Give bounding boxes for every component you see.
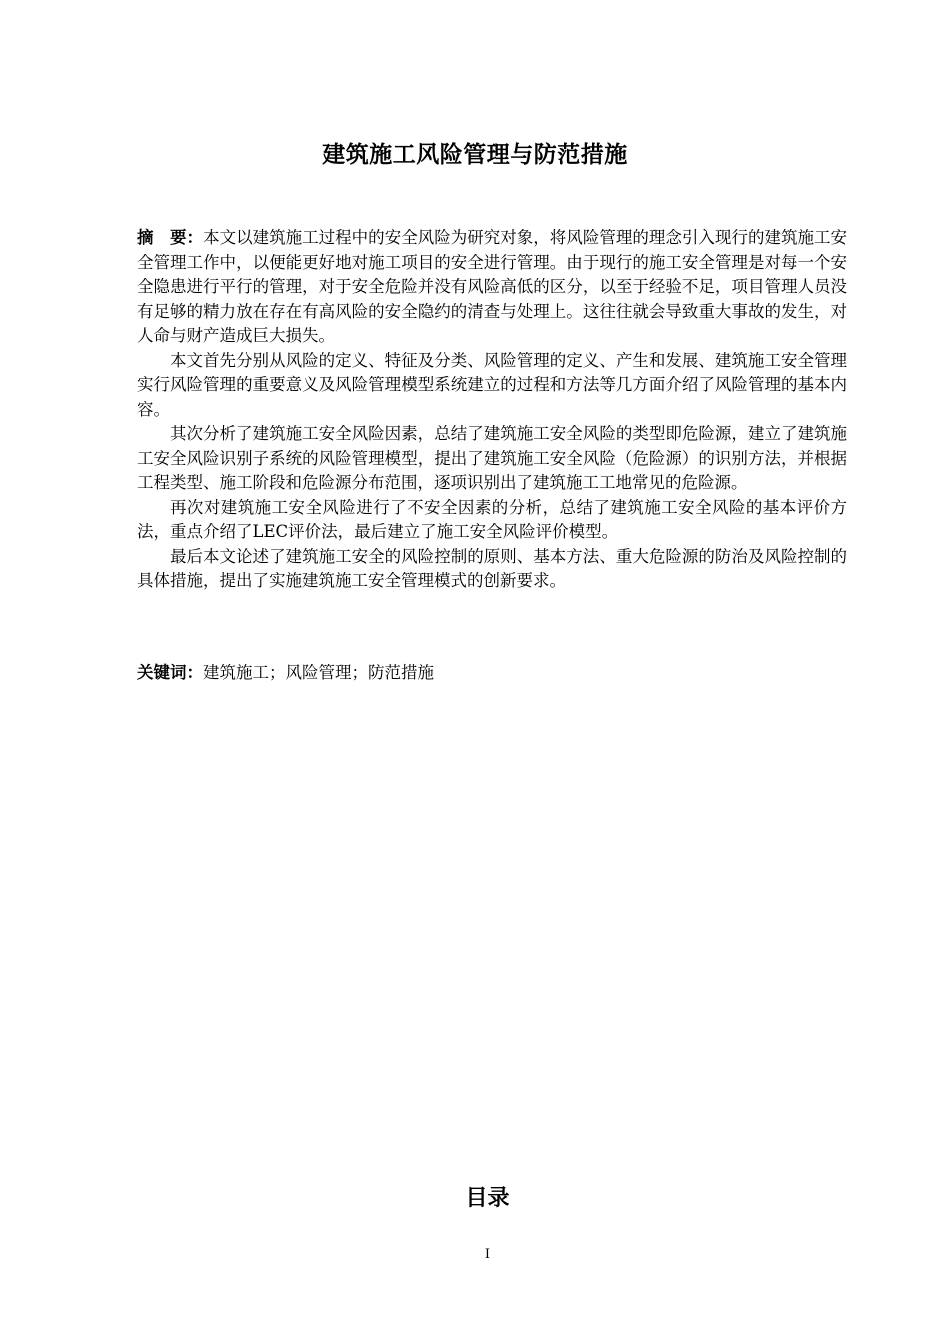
abstract-paragraph-2: 本文首先分别从风险的定义、特征及分类、风险管理的定义、产生和发展、建筑施工安全管理实行风险管理的重要意义及风险管理模型系统建立的过程和方法等几方面介绍了风险管理的基本内容。 bbox=[137, 350, 847, 419]
abstract-text-1: 本文以建筑施工过程中的安全风险为研究对象，将风险管理的理念引入现行的建筑施工安全管理工作中，以便能更好地对施工项目的安全进行管理。由于现行的施工安全管理是对每一个安全隐患进行平行的管理，对于安全危险并没有风险高低的区分，以至于经验不足，项目管理人员没有足够的精力放在存在有高风险的安全隐约的清查与处理上。这往往就会导致重大事故的发生，对人命与财产造成巨大损失。 bbox=[137, 228, 848, 345]
abstract-label: 摘 要： bbox=[137, 228, 204, 247]
abstract-paragraph-4: 再次对建筑施工安全风险进行了不安全因素的分析，总结了建筑施工安全风险的基本评价方法，重点介绍了LEC评价法，最后建立了施工安全风险评价模型。 bbox=[137, 497, 847, 541]
page-number: I bbox=[484, 1247, 491, 1262]
keywords-value: 建筑施工；风险管理；防范措施 bbox=[203, 663, 434, 682]
keywords-label: 关键词： bbox=[137, 663, 203, 682]
abstract-section bbox=[137, 226, 847, 594]
paper-title: 建筑施工风险管理与防范措施 bbox=[322, 142, 628, 168]
keywords-line bbox=[137, 661, 847, 686]
abstract-paragraph-1 bbox=[137, 226, 847, 349]
toc-heading: 目录 bbox=[465, 1186, 510, 1211]
abstract-paragraph-5: 最后本文论述了建筑施工安全的风险控制的原则、基本方法、重大危险源的防治及风险控制的具体措施，提出了实施建筑施工安全管理模式的创新要求。 bbox=[137, 546, 847, 590]
abstract-paragraph-3: 其次分析了建筑施工安全风险因素，总结了建筑施工安全风险的类型即危险源，建立了建筑施工安全风险识别子系统的风险管理模型，提出了建筑施工安全风险（危险源）的识别方法，并根据工程类型、施工阶段和危险源分布范围，逐项识别出了建筑施工工地常见的危险源。 bbox=[137, 424, 847, 492]
